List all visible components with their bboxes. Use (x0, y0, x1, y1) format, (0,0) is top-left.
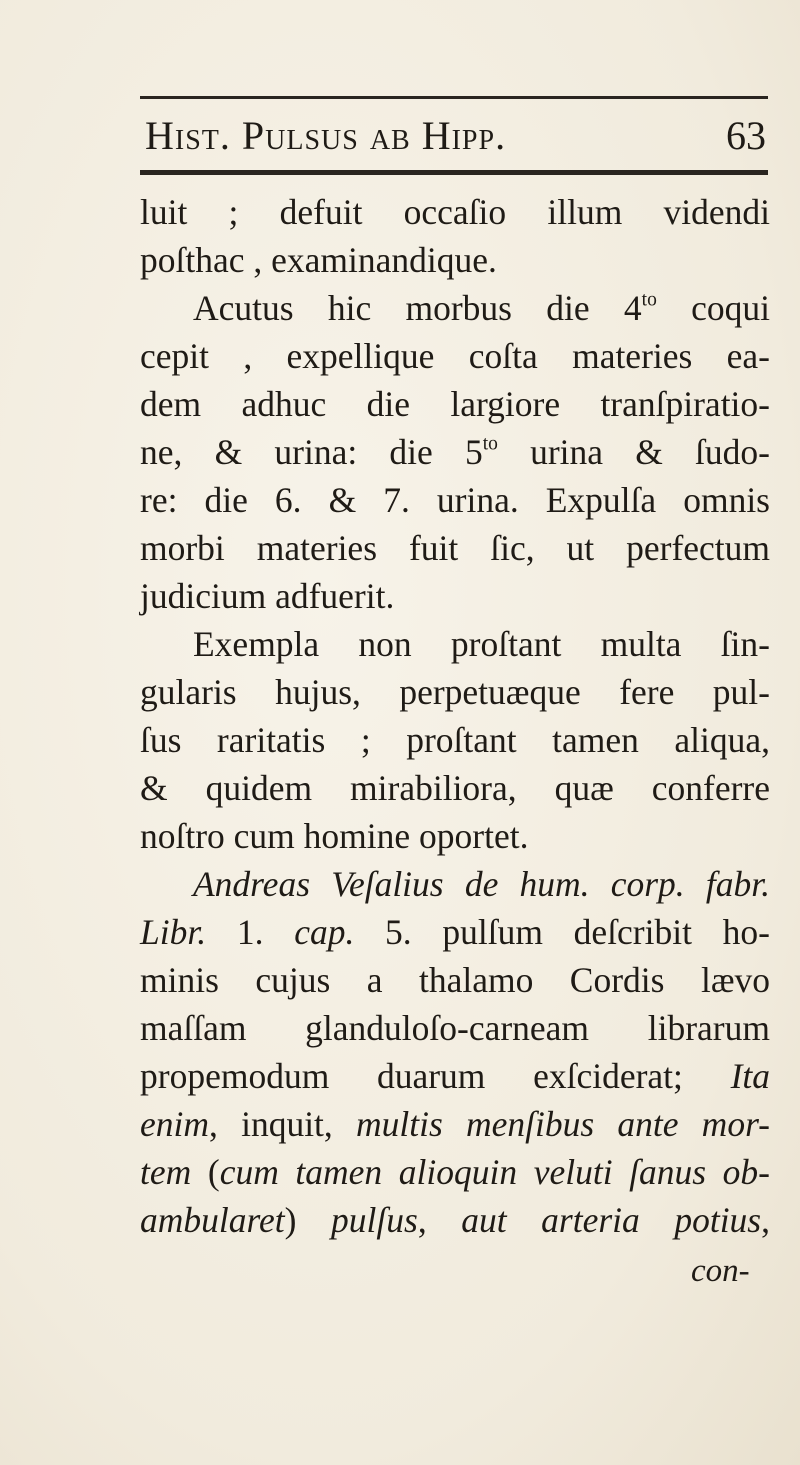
text-segment: ( (191, 1152, 220, 1192)
running-head-title: Hist. Pulsus ab Hipp. (145, 113, 507, 158)
text-segment: morbi materies fuit ſic, ut perfectum (140, 528, 770, 568)
text-segment: multis menſibus ante mor- (356, 1104, 770, 1144)
text-line (140, 908, 770, 956)
text-segment: cap. (294, 912, 355, 952)
text-segment: propemodum duarum exſciderat; (140, 1056, 731, 1096)
text-segment: dem adhuc die largiore tranſpiratio- (140, 384, 770, 424)
text-line (140, 812, 528, 860)
text-segment: & quidem mirabiliora, quæ conferre (140, 768, 770, 808)
text-segment: , inquit, (209, 1104, 356, 1144)
text-segment: to (482, 433, 498, 455)
text-line (140, 1196, 770, 1244)
text-segment: , (761, 1200, 771, 1240)
text-line (140, 1004, 770, 1052)
text-segment: Libr. (140, 912, 207, 952)
text-segment: maſſam glanduloſo-carneam librarum (140, 1008, 770, 1048)
text-segment: poſthac , examinandique. (140, 240, 497, 280)
text-segment: judicium adfuerit. (140, 576, 395, 616)
text-line (193, 284, 770, 332)
header-rule-top (140, 96, 768, 99)
text-segment: aut arteria potius (461, 1200, 762, 1240)
text-segment: 1. (206, 912, 295, 952)
text-segment: cepit , expellique coſta materies ea- (140, 336, 770, 376)
running-head (140, 106, 768, 166)
text-segment: ſus raritatis ; proſtant tamen aliqua, (140, 720, 770, 760)
text-line (140, 188, 770, 236)
text-segment: minis cujus a thalamo Cordis lævo (140, 960, 770, 1000)
text-line (140, 380, 770, 428)
text-segment: 5. pulſum deſcribit ho- (354, 912, 771, 952)
text-segment: to (641, 289, 657, 311)
text-segment: Ita (730, 1056, 770, 1096)
catchword: con- (691, 1253, 750, 1289)
text-segment: cum tamen alioquin veluti ſanus ob- (219, 1152, 770, 1192)
text-line (140, 668, 770, 716)
text-segment: gularis hujus, perpetuæque fere pul- (140, 672, 770, 712)
text-segment: ) (284, 1200, 332, 1240)
text-line (140, 332, 770, 380)
text-segment: noſtro cum homine oportet. (140, 816, 529, 856)
text-line (140, 236, 497, 284)
text-line (140, 428, 770, 476)
text-segment: enim (140, 1104, 210, 1144)
text-segment: Andreas Veſalius de hum. corp. fabr. (193, 864, 770, 904)
text-line (140, 476, 770, 524)
text-segment: , (417, 1200, 462, 1240)
text-line (140, 572, 394, 620)
text-segment: pulſus (331, 1200, 418, 1240)
text-segment: urina & ſudo- (497, 432, 770, 472)
text-line (140, 1148, 770, 1196)
text-line (140, 956, 770, 1004)
text-segment: coqui (656, 288, 771, 328)
header-rule-bottom (140, 170, 768, 175)
page-number: 63 (726, 113, 766, 158)
text-segment: Exempla non proſtant multa ſin- (193, 624, 770, 664)
text-segment: Acutus hic morbus die 4 (193, 288, 642, 328)
text-line (193, 860, 770, 908)
text-line (140, 1052, 770, 1100)
text-segment: ambularet (140, 1200, 285, 1240)
text-line (140, 1100, 770, 1148)
text-line (193, 620, 770, 668)
text-segment: tem (140, 1152, 192, 1192)
text-segment: luit ; defuit occaſio illum videndi (140, 192, 770, 232)
text-segment: re: die 6. & 7. urina. Expulſa omnis (140, 480, 770, 520)
text-line (140, 716, 770, 764)
text-segment: ne, & urina: die 5 (140, 432, 483, 472)
text-line (140, 764, 770, 812)
text-line (140, 524, 770, 572)
